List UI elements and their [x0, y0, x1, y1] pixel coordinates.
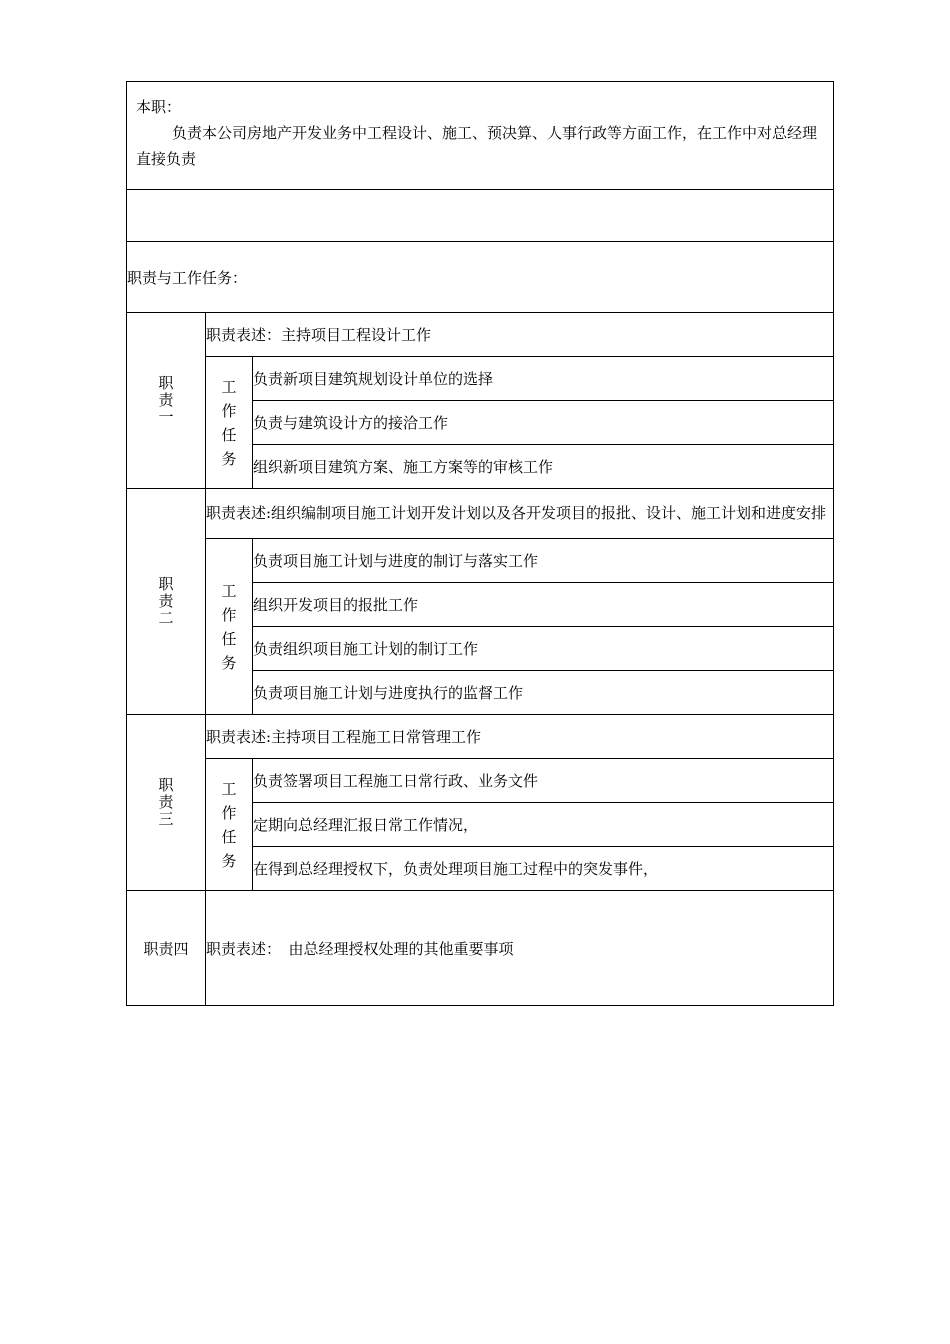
intro-cell [127, 82, 834, 190]
duty-1-task-1: 负责新项目建筑规划设计单位的选择 [253, 357, 834, 401]
intro-row [127, 82, 834, 190]
duty-2-label: 职责二 [158, 575, 174, 627]
tasks-header: 职责与工作任务： [127, 242, 834, 313]
tasks-header-row [127, 242, 834, 313]
intro-label: 本职： [136, 98, 182, 116]
table-row [127, 759, 834, 803]
duty-1-task-3: 组织新项目建筑方案、施工方案等的审核工作 [253, 445, 834, 489]
work-tasks-label: 工作任务 [221, 581, 237, 672]
table-row [127, 357, 834, 401]
duty-2-task-3: 负责组织项目施工计划的制订工作 [253, 627, 834, 671]
blank-cell [127, 190, 834, 242]
duty-1-label-cell [127, 313, 206, 489]
duty-2-task-1: 负责项目施工计划与进度的制订与落实工作 [253, 539, 834, 583]
duty-table [126, 81, 834, 1006]
duty-1-desc-row [127, 313, 834, 357]
work-tasks-label: 工作任务 [221, 779, 237, 870]
duty-3-task-1: 负责签署项目工程施工日常行政、业务文件 [253, 759, 834, 803]
work-tasks-label: 工作任务 [221, 377, 237, 468]
duty-3-task-3: 在得到总经理授权下，负责处理项目施工过程中的突发事件， [253, 847, 834, 891]
duty-2-work-label-cell [206, 539, 253, 715]
blank-row [127, 190, 834, 242]
duty-4-description: 职责表述： 由总经理授权处理的其他重要事项 [206, 891, 834, 1006]
duty-4-label: 职责四 [143, 939, 189, 958]
duty-1-label: 职责一 [158, 374, 174, 426]
table-row [127, 539, 834, 583]
intro-text: 负责本公司房地产开发业务中工程设计、施工、预决算、人事行政等方面工作，在工作中对总经理直接负责 [136, 124, 818, 168]
duty-1-task-2: 负责与建筑设计方的接洽工作 [253, 401, 834, 445]
duty-3-label: 职责三 [158, 776, 174, 828]
duty-4-label-cell [127, 891, 206, 1006]
duty-3-description: 职责表述:主持项目工程施工日常管理工作 [206, 715, 834, 759]
duty-1-description: 职责表述：主持项目工程设计工作 [206, 313, 834, 357]
duty-2-task-4: 负责项目施工计划与进度执行的监督工作 [253, 671, 834, 715]
duty-2-desc-row [127, 489, 834, 539]
duty-3-desc-row [127, 715, 834, 759]
duty-1-work-label-cell [206, 357, 253, 489]
duty-2-description: 职责表述:组织编制项目施工计划开发计划以及各开发项目的报批、设计、施工计划和进度安排 [206, 489, 834, 539]
duty-3-work-label-cell [206, 759, 253, 891]
duty-2-task-2: 组织开发项目的报批工作 [253, 583, 834, 627]
duty-3-task-2: 定期向总经理汇报日常工作情况， [253, 803, 834, 847]
duty-2-label-cell [127, 489, 206, 715]
duty-4-row [127, 891, 834, 1006]
duty-3-label-cell [127, 715, 206, 891]
